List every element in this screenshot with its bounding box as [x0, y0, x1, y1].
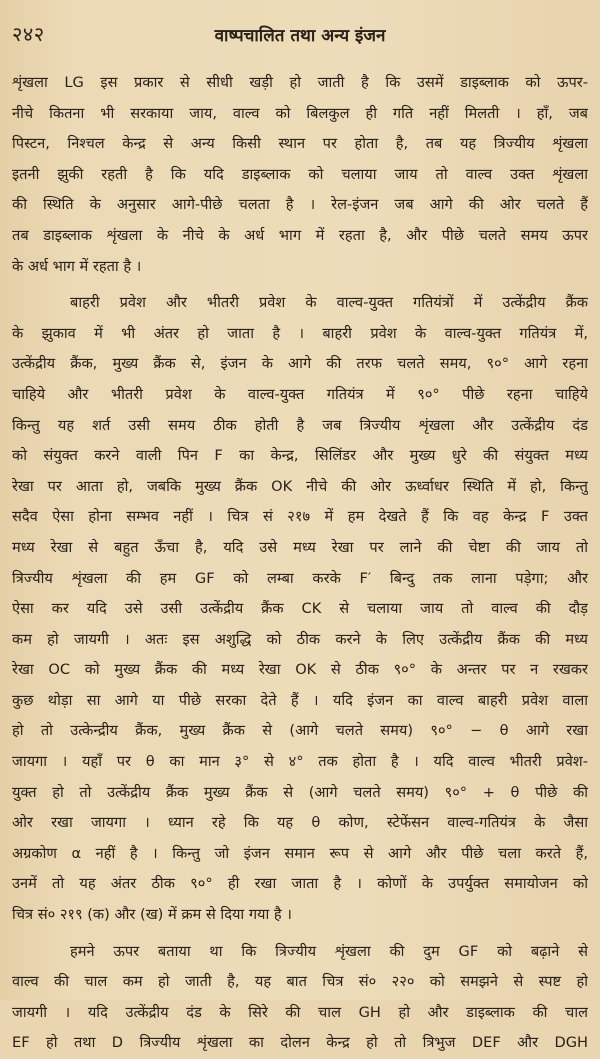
paragraph-2: [12, 288, 588, 930]
text-line: रेखा पर आता हो, जबकि मुख्य क्रैंक OK नीचे की ओर ऊर्ध्वाधर स्थिति में हो, किन्तु: [12, 477, 588, 495]
text-line: हो तो उत्केन्द्रीय क्रैंक, मुख्य क्रैंक से (आगे चलते समय) ९०° − θ आगे रखा: [12, 722, 588, 740]
text-line: वाल्व की चाल कम हो जाती है, यह बात चित्र सं० २२० को समझने से स्पष्ट हो: [12, 973, 588, 991]
text-line: रेखा OC को मुख्य क्रैंक की मध्य रेखा OK से ठीक ९०° के अन्तर पर न रखकर: [12, 661, 588, 679]
text-line: उत्केंद्रीय क्रैंक, मुख्य क्रैंक से, इंजन के आगे की तरफ चलते समय, ९०° आगे रहना: [12, 355, 588, 373]
text-line: अग्रकोण α नहीं है । किन्तु जो इंजन समान रूप से आगे और पीछे चला करते हैं,: [12, 844, 588, 862]
text-line: तब डाइब्लाक शृंखला के नीचे के अर्ध भाग में रहता है, और पीछे चलते समय ऊपर: [12, 226, 588, 244]
text-line: पिस्टन, निश्चल केन्द्र से अन्य किसी स्थान पर होता है, तब यह त्रिज्यीय शृंखला: [12, 135, 588, 153]
page-header: [12, 20, 588, 54]
text-line: जायगा । यहाँ पर θ का मान ३° से ४° तक होता है । यदि वाल्व भीतरी प्रवेश-: [12, 753, 588, 771]
text-line: के झुकाव में भी अंतर हो जाता है । बाहरी प्रवेश के वाल्व-युक्त गतियंत्र में,: [12, 324, 588, 342]
text-line: इतनी झुकी रहती है कि यदि डाइब्लाक को चलाया जाय तो वाल्व उक्त शृंखला: [12, 165, 588, 183]
text-line: ऐसा कर यदि उसे उसी उत्केंद्रीय क्रैंक CK से चलाया जाय तो वाल्व की दौड़: [12, 600, 588, 618]
text-line: हमने ऊपर बताया था कि त्रिज्यीय शृंखला की दुम GF को बढ़ाने से: [70, 942, 588, 960]
paragraph-1: [12, 68, 588, 282]
text-line: सदैव ऐसा होना सम्भव नहीं । चित्र सं २१७ में हम देखते हैं कि वह केन्द्र F उक्त: [12, 508, 588, 526]
text-line: त्रिज्यीय शृंखला की हम GF को लम्बा करके F′ बिन्दु तक लाना पड़ेगा; और: [12, 569, 588, 587]
text-line: उनमें तो यह अंतर ठीक ९०° ही रखा जाता है । कोणों के उपर्युक्त समायोजन को: [12, 875, 588, 893]
text-line: की स्थिति के अनुसार आगे-पीछे चलता है । रेल-इंजन जब आगे की ओर चलते हैं: [12, 196, 588, 214]
text-line: बाहरी प्रवेश और भीतरी प्रवेश के वाल्व-युक्त गतियंत्रों में उत्केंद्रीय क्रैंक: [70, 294, 588, 312]
text-line: के अर्ध भाग में रहता है ।: [12, 257, 142, 275]
text-line: किन्तु यह शर्त उसी समय ठीक होती है जब त्रिज्यीय शृंखला और उत्केंद्रीय दंड: [12, 416, 588, 434]
text-line: को संयुक्त करने वाली पिन F का केन्द्र, सिलिंडर और मुख्य धुरे की संयुक्त मध्य: [12, 447, 588, 465]
text-line: नीचे कितना भी सरकाया जाय, वाल्व को बिलकुल ही गति नहीं मिलती । हाँ, जब: [12, 104, 588, 122]
text-line: कम हो जायगी । अतः इस अशुद्धि को ठीक करने के लिए उत्केंद्रीय क्रैंक की मध्य: [12, 630, 588, 648]
text-line: मध्य रेखा से बहुत ऊँचा है, यदि उसे मध्य रेखा पर लाने की चेष्टा की जाय तो: [12, 538, 588, 556]
text-line: युक्त हो तो उत्केंद्रीय क्रैंक मुख्य क्रैंक से (आगे चलते समय) ९०° + θ पीछे की: [12, 783, 588, 801]
page-number: २४२: [12, 22, 45, 46]
text-line: ओर रखा जायगा । ध्यान रहे कि यह θ कोण, स्टेफेंसन वाल्व-गतियंत्र के जैसा: [12, 814, 588, 832]
text-line: कुछ थोड़ा सा आगे या पीछे सरका देते हैं । यदि इंजन का वाल्व बाहरी प्रवेश वाला: [12, 691, 588, 709]
text-line: चित्र सं० २१९ (क) और (ख) में क्रम से दिया गया है ।: [12, 906, 292, 924]
text-line: जायगी । यदि उत्केंद्रीय दंड के सिरे की चाल GH हो और डाइब्लाक की चाल: [12, 1003, 588, 1021]
paragraph-3: [12, 937, 588, 1059]
text-line: EF हो तथा D त्रिज्यीय शृंखला का दोलन केन्द्र हो तो त्रिभुज DEF और DGH: [12, 1034, 588, 1052]
text-line: चाहिये और भीतरी प्रवेश के वाल्व-युक्त गतियंत्र में ९०° पीछे रहना चाहिये: [12, 385, 588, 403]
running-title: वाष्पचालित तथा अन्य इंजन: [214, 26, 386, 46]
text-line: शृंखला LG इस प्रकार से सीधी खड़ी हो जाती है कि उसमें डाइब्लाक को ऊपर-: [12, 74, 588, 91]
body-text: [12, 68, 588, 1059]
